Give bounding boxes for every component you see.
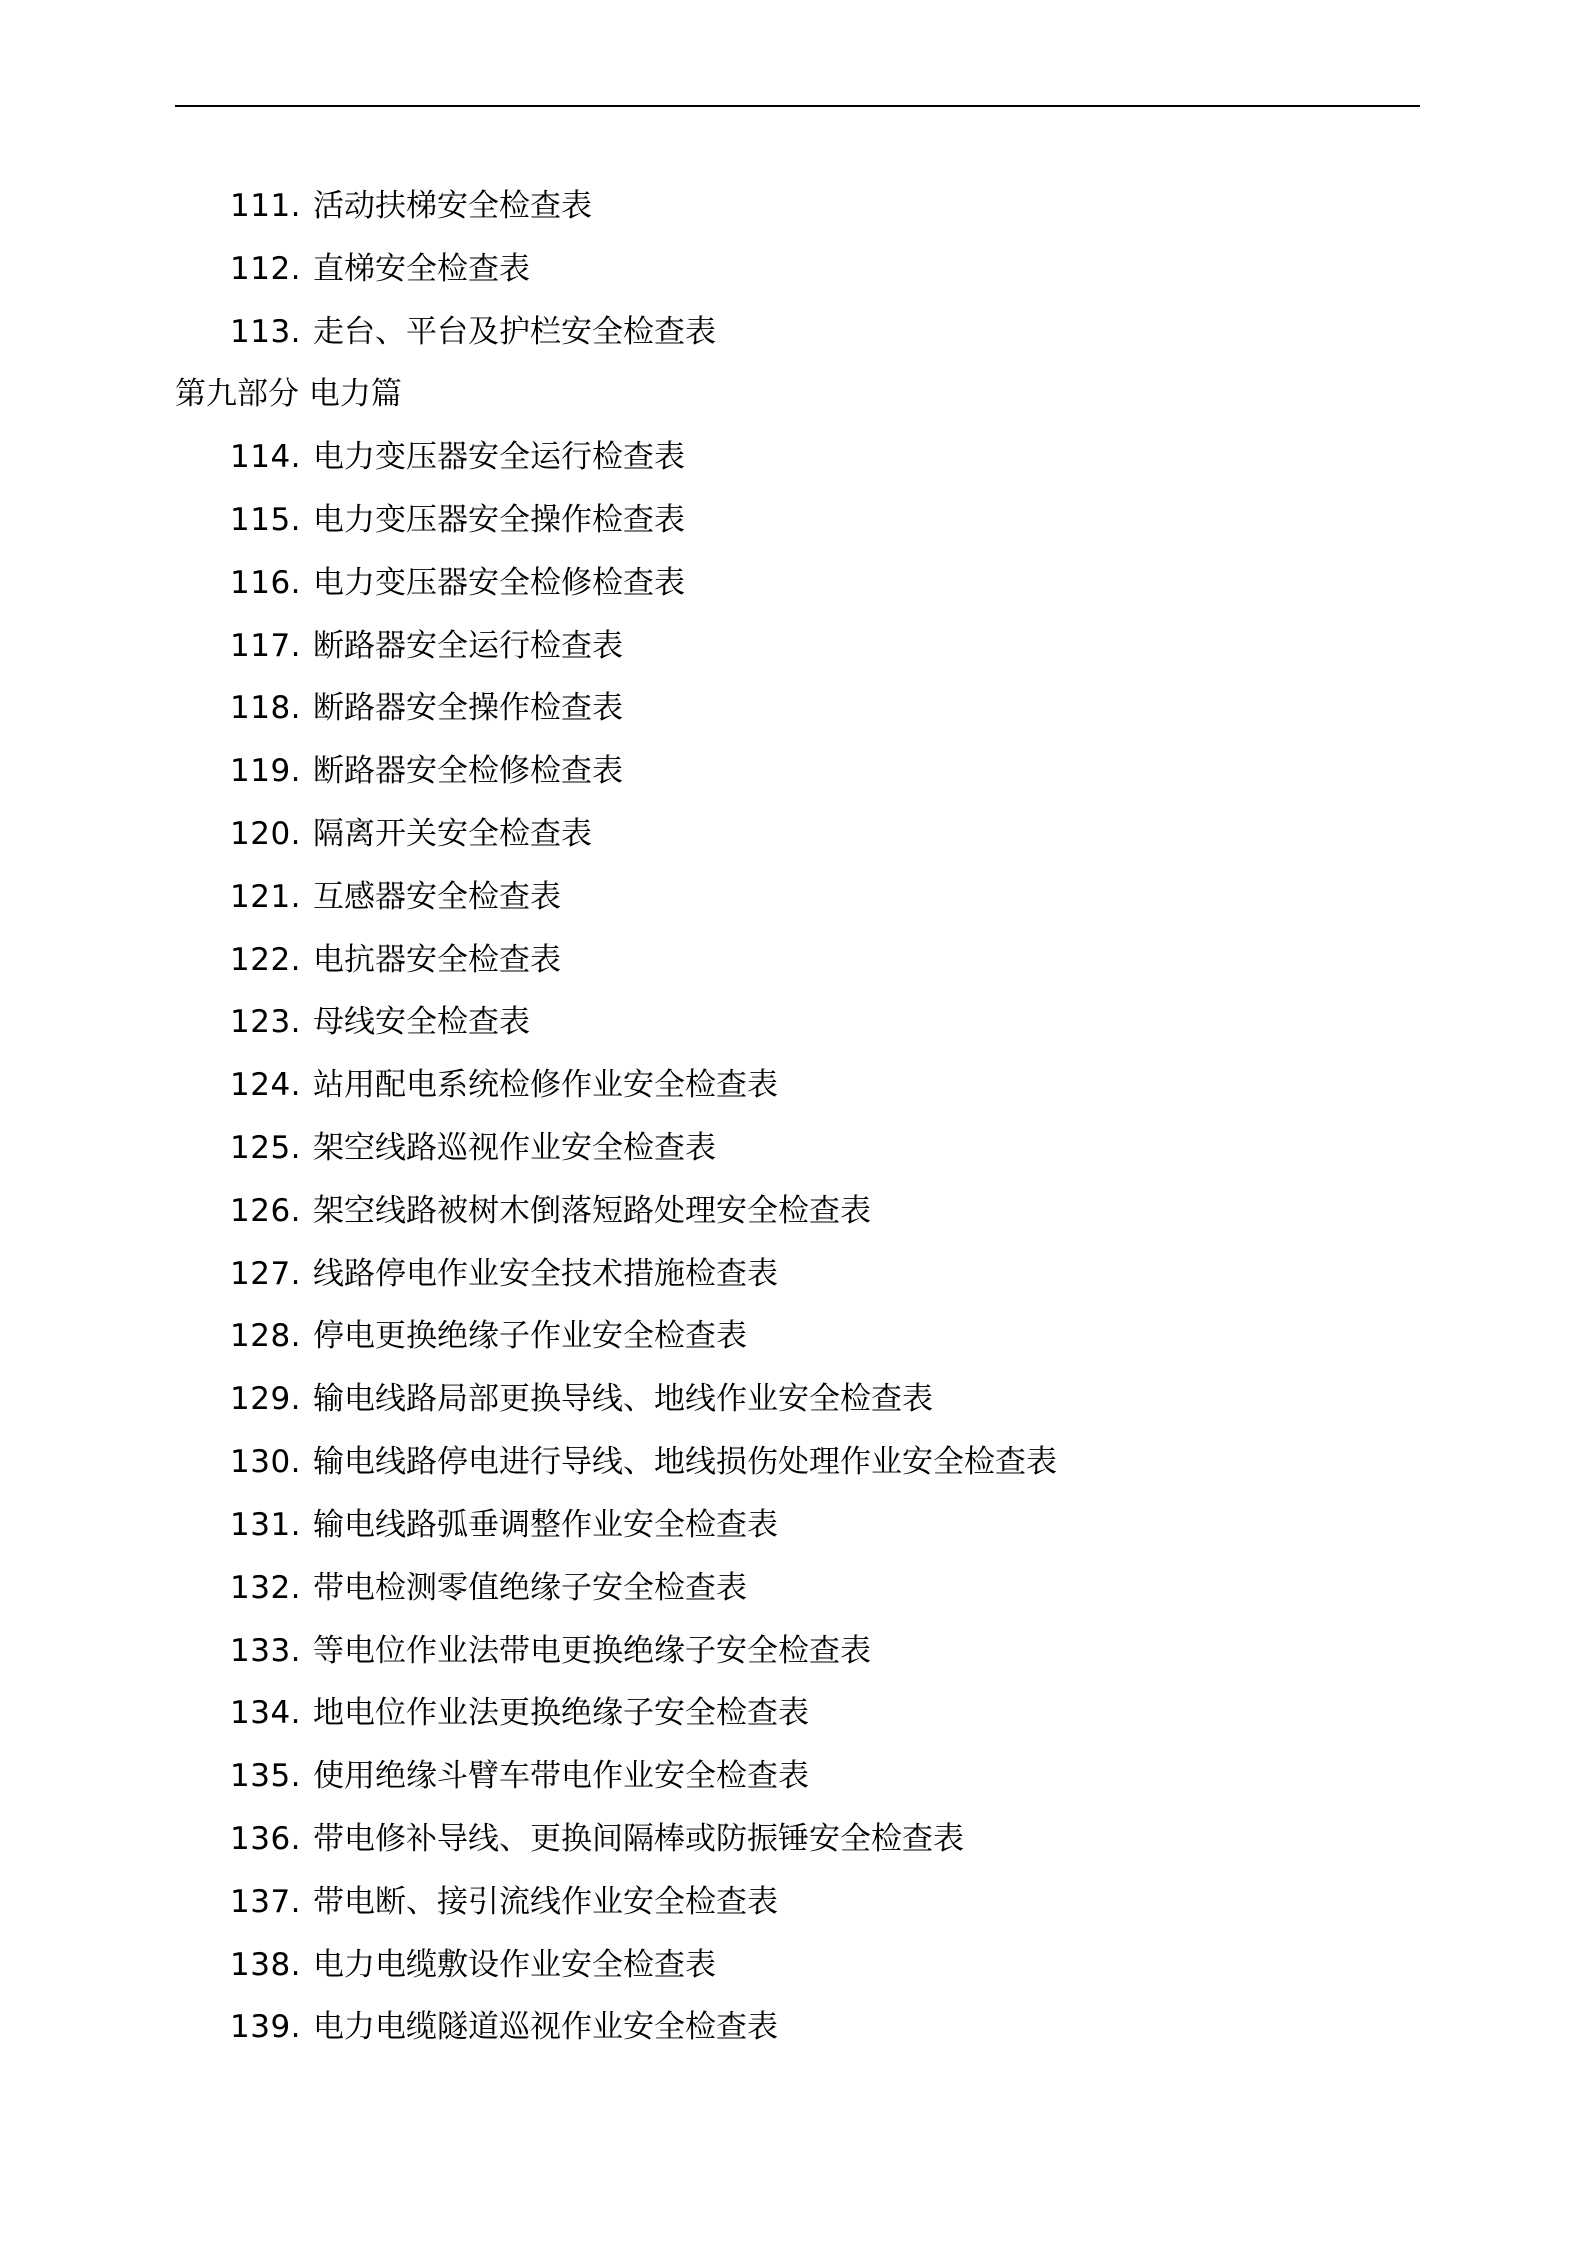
toc-entry-number: 125.: [230, 1130, 302, 1166]
toc-entry-title: 隔离开关安全检查表: [313, 816, 592, 852]
toc-entry-title: 母线安全检查表: [313, 1004, 530, 1040]
toc-entry-number: 115.: [230, 502, 302, 538]
toc-entry-title: 电力变压器安全运行检查表: [313, 439, 685, 475]
toc-entry-number: 117.: [230, 628, 302, 664]
toc-entry-number: 121.: [230, 879, 302, 915]
toc-entry-number: 113.: [230, 314, 302, 350]
toc-entry-title: 电力电缆敷设作业安全检查表: [313, 1947, 716, 1983]
toc-entry-title: 活动扶梯安全检查表: [313, 188, 592, 224]
toc-entry-title: 使用绝缘斗臂车带电作业安全检查表: [313, 1758, 809, 1794]
toc-entry-number: 130.: [230, 1444, 302, 1480]
toc-entry-number: 134.: [230, 1695, 302, 1731]
toc-entry-title: 互感器安全检查表: [313, 879, 561, 915]
toc-entry-title: 带电断、接引流线作业安全检查表: [313, 1884, 778, 1920]
toc-entry-number: 129.: [230, 1381, 302, 1417]
toc-entry-number: 128.: [230, 1318, 302, 1354]
toc-entry-number: 112.: [230, 251, 302, 287]
toc-entry-title: 输电线路局部更换导线、地线作业安全检查表: [313, 1381, 933, 1417]
toc-entry-title: 等电位作业法带电更换绝缘子安全检查表: [313, 1633, 871, 1669]
toc-entry-number: 111.: [230, 188, 302, 224]
toc-entry-title: 输电线路弧垂调整作业安全检查表: [313, 1507, 778, 1543]
toc-entry-title: 电力变压器安全操作检查表: [313, 502, 685, 538]
toc-entry-number: 132.: [230, 1570, 302, 1606]
toc-entry-number: 139.: [230, 2009, 302, 2045]
toc-entry-title: 带电检测零值绝缘子安全检查表: [313, 1570, 747, 1606]
toc-entry-title: 电力变压器安全检修检查表: [313, 565, 685, 601]
toc-entry-title: 电抗器安全检查表: [313, 942, 561, 978]
toc-entry-number: 135.: [230, 1758, 302, 1794]
toc-entry-number: 120.: [230, 816, 302, 852]
toc-entry-title: 电力电缆隧道巡视作业安全检查表: [313, 2009, 778, 2045]
toc-entry-number: 131.: [230, 1507, 302, 1543]
toc-entry-title: 地电位作业法更换绝缘子安全检查表: [313, 1695, 809, 1731]
toc-entry-title: 断路器安全检修检查表: [313, 753, 623, 789]
toc-entry-title: 架空线路被树木倒落短路处理安全检查表: [313, 1193, 871, 1229]
toc-entry-title: 断路器安全操作检查表: [313, 690, 623, 726]
toc-entry-title: 走台、平台及护栏安全检查表: [313, 314, 716, 350]
toc-entry-title: 线路停电作业安全技术措施检查表: [313, 1256, 778, 1292]
toc-entry-title: 架空线路巡视作业安全检查表: [313, 1130, 716, 1166]
toc-entry-number: 126.: [230, 1193, 302, 1229]
toc-entry-number: 137.: [230, 1884, 302, 1920]
toc-entry-number: 114.: [230, 439, 302, 475]
section-heading: 第九部分 电力篇: [175, 376, 402, 412]
toc-entry-number: 124.: [230, 1067, 302, 1103]
toc-entry-title: 站用配电系统检修作业安全检查表: [313, 1067, 778, 1103]
toc-entry-title: 断路器安全运行检查表: [313, 628, 623, 664]
toc-entry-title: 直梯安全检查表: [313, 251, 530, 287]
header-rule: [175, 105, 1420, 107]
toc-entry-number: 138.: [230, 1947, 302, 1983]
toc-entry-title: 输电线路停电进行导线、地线损伤处理作业安全检查表: [313, 1444, 1057, 1480]
toc-entry-number: 116.: [230, 565, 302, 601]
toc-entry-title: 带电修补导线、更换间隔棒或防振锤安全检查表: [313, 1821, 964, 1857]
toc-entry-number: 118.: [230, 690, 302, 726]
toc-entry-number: 119.: [230, 753, 302, 789]
toc-entry-number: 123.: [230, 1004, 302, 1040]
toc-entry-title: 停电更换绝缘子作业安全检查表: [313, 1318, 747, 1354]
toc-entry-number: 122.: [230, 942, 302, 978]
toc-entry-number: 127.: [230, 1256, 302, 1292]
toc-entry-number: 133.: [230, 1633, 302, 1669]
toc-entry-number: 136.: [230, 1821, 302, 1857]
